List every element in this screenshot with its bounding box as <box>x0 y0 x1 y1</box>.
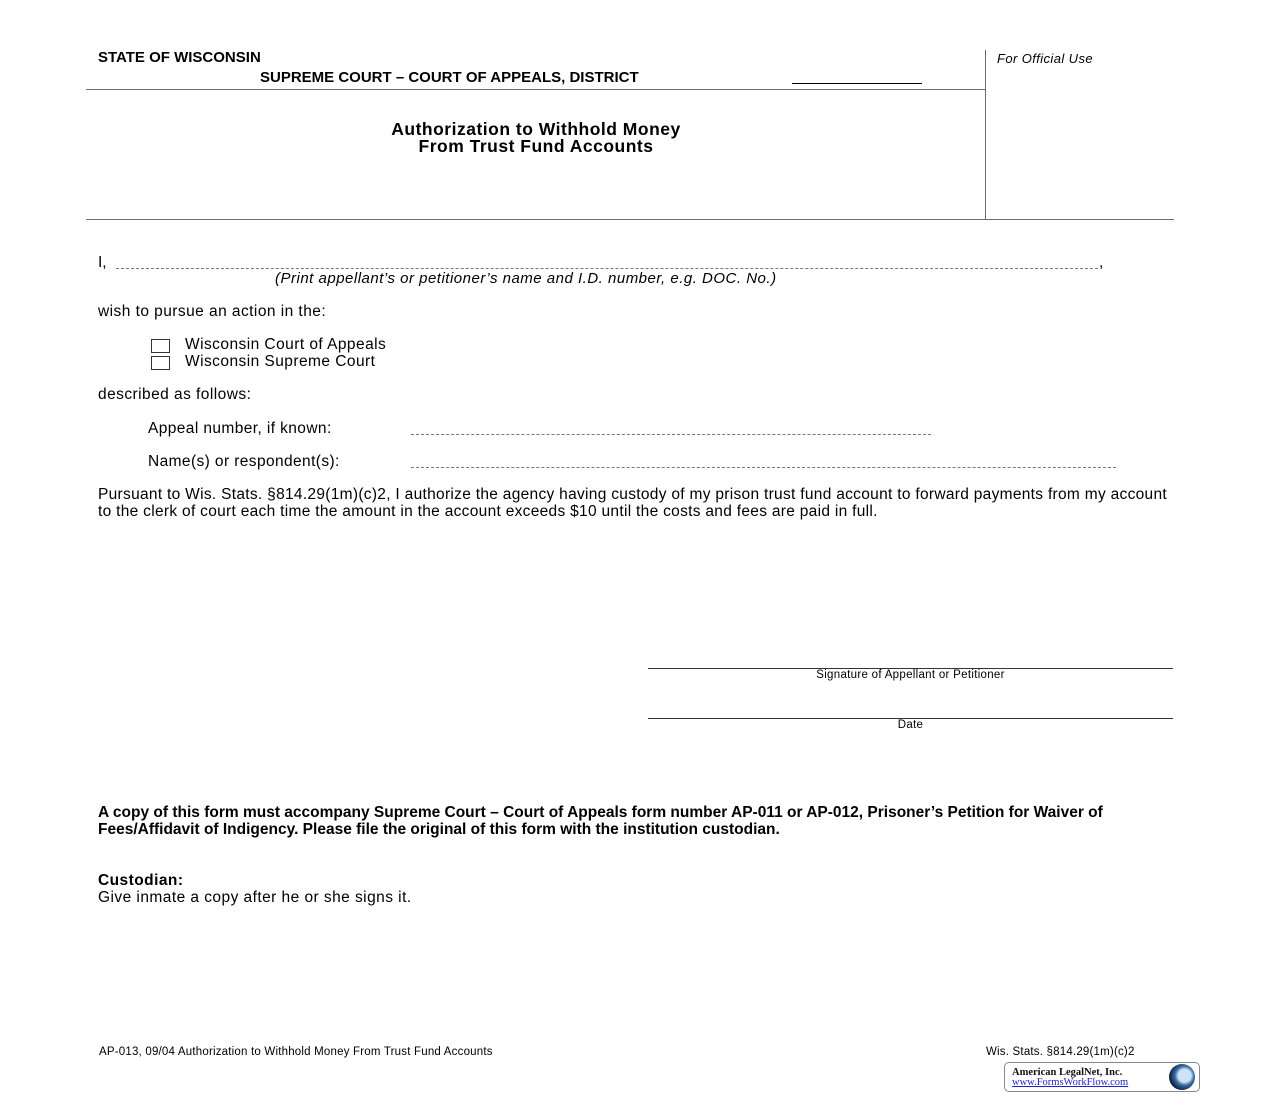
name-suffix: , <box>1099 254 1104 271</box>
pursue-label: wish to pursue an action in the: <box>98 303 327 320</box>
name-prefix: I, <box>98 254 107 271</box>
authorization-text: Pursuant to Wis. Stats. §814.29(1m)(c)2, I authorize the agency having custody of my prison trust fund account to forward payments from my account to the clerk of court each time the amount in the account exceeds $10 until the costs and fees are paid in full. <box>98 486 1168 520</box>
form-title-line2: From Trust Fund Accounts <box>418 136 654 156</box>
badge-company-name: American LegalNet, Inc. <box>1012 1067 1123 1078</box>
name-hint: (Print appellant’s or petitioner’s name and I.D. number, e.g. DOC. No.) <box>275 270 777 287</box>
state-heading: STATE OF WISCONSIN <box>98 49 261 66</box>
copy-notice: A copy of this form must accompany Supreme Court – Court of Appeals form number AP-011 or AP-012, Prisoner’s Petition for Waiver of Fees/Affidavit of Indigency. Please file the original of this form with the institution custodian. <box>98 804 1103 838</box>
appeal-number-label: Appeal number, if known: <box>148 420 332 437</box>
badge-url-link[interactable]: www.FormsWorkFlow.com <box>1012 1077 1129 1088</box>
custodian-heading: Custodian: <box>98 872 184 889</box>
checkbox-supreme-court[interactable] <box>151 356 170 370</box>
globe-logo-icon <box>1169 1064 1195 1090</box>
official-use-divider <box>985 50 986 219</box>
form-title <box>286 121 786 155</box>
footer-statute: Wis. Stats. §814.29(1m)(c)2 <box>986 1046 1135 1058</box>
district-field[interactable] <box>792 83 922 84</box>
supreme-court-label: Wisconsin Supreme Court <box>185 353 376 370</box>
name-field[interactable] <box>116 268 1098 269</box>
checkbox-court-of-appeals[interactable] <box>151 339 170 353</box>
court-heading: SUPREME COURT – COURT OF APPEALS, DISTRICT <box>260 69 639 86</box>
court-of-appeals-label: Wisconsin Court of Appeals <box>185 336 387 353</box>
header-bottom-rule <box>86 219 1174 220</box>
official-use-label: For Official Use <box>997 51 1093 66</box>
date-label: Date <box>897 719 924 731</box>
respondents-label: Name(s) or respondent(s): <box>148 453 340 470</box>
custodian-text: Give inmate a copy after he or she signs it. <box>98 889 412 906</box>
described-label: described as follows: <box>98 386 252 403</box>
footer-form-id: AP-013, 09/04 Authorization to Withhold Money From Trust Fund Accounts <box>99 1046 493 1058</box>
header-rule <box>86 89 985 90</box>
american-legalnet-badge[interactable] <box>1004 1062 1200 1092</box>
respondents-field[interactable] <box>411 467 1116 468</box>
signature-label: Signature of Appellant or Petitioner <box>816 669 1005 681</box>
appeal-number-field[interactable] <box>411 434 931 435</box>
form-title-line1: Authorization to Withhold Money <box>391 119 681 139</box>
